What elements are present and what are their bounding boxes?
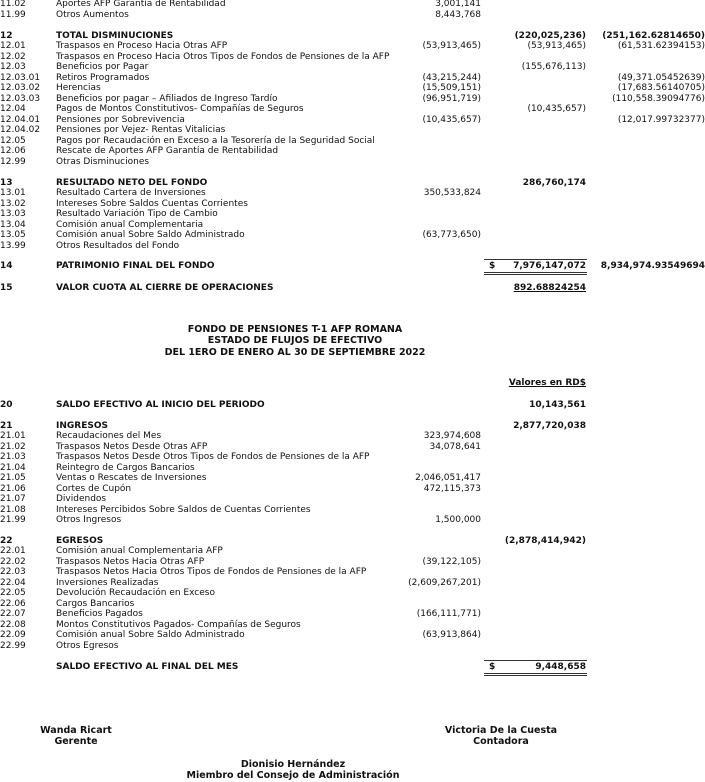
- signer-name: Dionisio Hernández: [240, 759, 346, 770]
- row-code: 12.04: [0, 104, 26, 114]
- row-description: Aportes AFP Garantía de Rentabilidad: [56, 0, 226, 9]
- signature-right: [430, 725, 572, 747]
- values-currency-label: Valores en RD$: [508, 378, 586, 388]
- table-row: [0, 599, 705, 610]
- row-code: 12.03.02: [0, 83, 41, 93]
- row-code: 11.02: [0, 0, 26, 9]
- table-row: [0, 220, 705, 231]
- row-code: 13.99: [0, 240, 26, 251]
- row-description: SALDO EFECTIVO AL FINAL DEL MES: [56, 662, 239, 672]
- row-code: 22.09: [0, 630, 26, 640]
- row-amount-total: (2,878,414,942): [504, 536, 586, 546]
- row-description: INGRESOS: [56, 421, 108, 431]
- egresos-header-row: [0, 536, 705, 547]
- table-row: [0, 557, 705, 568]
- row-description: Beneficios por pagar – Afiliados de Ingreso Tardío: [56, 93, 278, 104]
- row-amount-total: 9,448,658: [535, 662, 586, 672]
- row-amount-detail: 34,078,641: [429, 441, 481, 452]
- table-row: [0, 178, 705, 189]
- row-description: Reintegro de Cargos Bancarios: [56, 462, 195, 473]
- saldo-inicio-row: [0, 400, 705, 411]
- table-row: [0, 442, 705, 453]
- row-code: 12.05: [0, 135, 26, 146]
- total-double-rule-1: [484, 272, 587, 273]
- row-description: Otros Resultados del Fondo: [56, 240, 180, 251]
- table-row: [0, 230, 705, 241]
- table-row: [0, 209, 705, 220]
- table-row: [0, 630, 705, 641]
- row-description: Pensiones por Sobrevivencia: [56, 114, 185, 125]
- row-amount-cuotas: (17,683.56140705): [617, 83, 705, 93]
- table-row: [0, 31, 705, 42]
- row-code: 22.99: [0, 640, 26, 651]
- row-description: Intereses Sobre Saldos Cuentas Corrientes: [56, 198, 248, 209]
- currency-symbol: $: [489, 261, 496, 271]
- row-code: 22: [0, 536, 13, 546]
- valor-cuota-row: [0, 283, 705, 294]
- row-amount-detail: 2,046,051,417: [415, 473, 481, 483]
- row-description: Recaudaciones del Mes: [56, 431, 162, 441]
- row-description: Cortes de Cupón: [56, 483, 132, 494]
- row-amount-detail: (63,773,650): [422, 230, 481, 240]
- table-row: [0, 505, 705, 516]
- table-row: [0, 473, 705, 484]
- table-row: [0, 515, 705, 526]
- table-row: [0, 567, 705, 578]
- ingresos-header-row: [0, 421, 705, 432]
- row-code: 13.02: [0, 198, 26, 209]
- table-row: [0, 578, 705, 589]
- row-code: 12.01: [0, 41, 26, 51]
- saldo-final-row: [0, 662, 705, 673]
- statement-title: ESTADO DE FLUJOS DE EFECTIVO: [207, 335, 383, 346]
- signature-left: [20, 725, 132, 747]
- row-code: 12.03.01: [0, 72, 41, 83]
- signer-title: Miembro del Consejo de Administración: [186, 770, 400, 781]
- table-row: [0, 20, 705, 31]
- row-description: Pagos por Recaudación en Exceso a la Tesorería de la Seguridad Social: [56, 135, 375, 146]
- row-description: Traspasos en Proceso Hacia Otros Tipos de Fondos de Pensiones de la AFP: [56, 51, 390, 62]
- table-row: [0, 41, 705, 52]
- row-description: Beneficios por Pagar: [56, 62, 149, 72]
- patrimonio-row: [0, 261, 705, 272]
- table-row: [0, 104, 705, 115]
- table-row: [0, 125, 705, 136]
- row-amount-detail: 472,115,373: [423, 483, 481, 494]
- row-description: Ventas o Rescates de Inversiones: [56, 473, 207, 483]
- row-amount-detail: (43,215,244): [422, 72, 481, 83]
- row-code: 12: [0, 30, 13, 41]
- row-description: Traspasos en Proceso Hacia Otras AFP: [56, 41, 228, 51]
- final-top-rule: [484, 660, 587, 661]
- row-description: Rescate de Aportes AFP Garantía de Rentabilidad: [56, 146, 279, 156]
- total-top-rule: [484, 259, 587, 260]
- row-description: Traspasos Netos Desde Otras AFP: [56, 441, 208, 452]
- table-row: [0, 73, 705, 84]
- row-amount-detail: (166,111,771): [416, 609, 481, 619]
- currency-symbol: $: [489, 662, 496, 672]
- row-description: Cargos Bancarios: [56, 598, 135, 609]
- row-code: 22.05: [0, 588, 26, 598]
- row-amount-total: (10,435,657): [527, 104, 586, 114]
- table-row: [0, 641, 705, 652]
- row-amount-cuotas: (251,162.62814650): [602, 30, 705, 41]
- statement-fund-name: FONDO DE PENSIONES T-1 AFP ROMANA: [187, 324, 403, 335]
- row-code: 21.05: [0, 473, 26, 483]
- row-description: Traspasos Netos Desde Otros Tipos de Fondos de Pensiones de la AFP: [56, 452, 370, 462]
- signer-name: Victoria De la Cuesta: [444, 725, 558, 736]
- row-description: EGRESOS: [56, 536, 104, 546]
- table-row: [0, 10, 705, 21]
- row-code: 22.06: [0, 598, 26, 609]
- table-row: [0, 494, 705, 505]
- row-description: Resultado Variación Tipo de Cambio: [56, 209, 218, 219]
- row-description: Comisión anual Sobre Saldo Administrado: [56, 630, 245, 640]
- row-description: Traspasos Netos Hacia Otras AFP: [56, 556, 205, 567]
- row-code: 22.04: [0, 577, 26, 588]
- row-amount-detail: 350,533,824: [423, 188, 481, 198]
- table-row: [0, 588, 705, 599]
- row-amount-cuotas: (49,371.05452639): [617, 72, 705, 83]
- row-description: Inversiones Realizadas: [56, 577, 159, 588]
- table-row: [0, 115, 705, 126]
- table-row: [0, 146, 705, 157]
- row-code: 13.01: [0, 188, 26, 198]
- currency-label-row: [0, 378, 705, 389]
- table-row: [0, 94, 705, 105]
- row-description: PATRIMONIO FINAL DEL FONDO: [56, 261, 215, 271]
- row-code: 11.99: [0, 9, 26, 20]
- row-code: 21.99: [0, 515, 26, 525]
- row-amount-detail: 8,443,768: [435, 9, 481, 20]
- row-amount-total: 286,760,174: [522, 177, 586, 188]
- row-code: 12.03.03: [0, 93, 41, 104]
- table-row: [0, 188, 705, 199]
- row-amount-total: 7,976,147,072: [513, 261, 586, 271]
- row-description: Pensiones por Vejez- Rentas Vitalicias: [56, 125, 226, 135]
- signer-name: Wanda Ricart: [40, 725, 112, 736]
- row-description: Traspasos Netos Hacia Otros Tipos de Fondos de Pensiones de la AFP: [56, 567, 367, 577]
- row-code: 21.08: [0, 504, 26, 515]
- row-description: Otras Disminuciones: [56, 156, 150, 167]
- signer-title: Gerente: [54, 736, 98, 747]
- row-amount-detail: (10,435,657): [422, 114, 481, 125]
- table-row: [0, 620, 705, 631]
- row-description: RESULTADO NETO DEL FONDO: [56, 177, 208, 188]
- table-row: [0, 241, 705, 252]
- row-code: 20: [0, 400, 13, 410]
- row-code: 13: [0, 177, 13, 188]
- row-amount-total: 2,877,720,038: [513, 421, 586, 431]
- row-amount-total: 892.68824254: [513, 283, 586, 293]
- table-row: [0, 463, 705, 474]
- row-description: TOTAL DISMINUCIONES: [56, 30, 174, 41]
- row-code: 21: [0, 421, 13, 431]
- final-double-rule-1: [484, 673, 587, 674]
- row-amount-detail: (96,951,719): [422, 93, 481, 104]
- row-description: Intereses Percibidos Sobre Saldos de Cuentas Corrientes: [56, 504, 311, 515]
- row-code: 12.99: [0, 156, 26, 167]
- row-description: Otros Ingresos: [56, 515, 122, 525]
- row-description: Dividendos: [56, 494, 107, 504]
- table-row: [0, 546, 705, 557]
- row-amount-detail: (15,509,151): [422, 83, 481, 93]
- row-code: 22.02: [0, 556, 26, 567]
- row-code: 12.04.01: [0, 114, 41, 125]
- row-amount-total: 10,143,561: [529, 400, 586, 410]
- row-description: Devolución Recaudación en Exceso: [56, 588, 215, 598]
- signature-center: [143, 759, 443, 781]
- table-row: [0, 484, 705, 495]
- row-code: 22.03: [0, 567, 26, 577]
- table-row: [0, 167, 705, 178]
- row-description: Comisión anual Sobre Saldo Administrado: [56, 230, 245, 240]
- row-code: 21.04: [0, 462, 26, 473]
- row-amount-detail: (2,609,267,201): [408, 577, 481, 588]
- row-description: Pagos de Montos Constitutivos- Compañías de Seguros: [56, 104, 304, 114]
- row-description: Resultado Cartera de Inversiones: [56, 188, 206, 198]
- row-amount-detail: (53,913,465): [422, 41, 481, 51]
- row-code: 13.04: [0, 219, 26, 230]
- row-code: 22.01: [0, 546, 26, 556]
- table-row: [0, 83, 705, 94]
- row-description: VALOR CUOTA AL CIERRE DE OPERACIONES: [56, 283, 274, 293]
- row-code: 13.05: [0, 230, 26, 240]
- row-amount-cuotas: (110,558.39094776): [612, 93, 705, 104]
- row-description: Comisión anual Complementaria AFP: [56, 546, 223, 556]
- signer-title: Contadora: [473, 736, 529, 747]
- row-code: 22.08: [0, 619, 26, 630]
- row-code: 13.03: [0, 209, 26, 219]
- row-code: 21.07: [0, 494, 26, 504]
- total-double-rule-2: [484, 274, 587, 275]
- table-row: [0, 136, 705, 147]
- row-amount-detail: 323,974,608: [423, 431, 481, 441]
- row-description: Retiros Programados: [56, 72, 150, 83]
- table-row: [0, 609, 705, 620]
- row-amount-total: (53,913,465): [527, 41, 586, 51]
- row-description: Herencias: [56, 83, 101, 93]
- row-code: 21.03: [0, 452, 26, 462]
- row-code: 12.06: [0, 146, 26, 156]
- row-description: Montos Constitutivos Pagados- Compañías de Seguros: [56, 619, 301, 630]
- table-row: [0, 431, 705, 442]
- row-amount-detail: (39,122,105): [422, 556, 481, 567]
- table-row: [0, 52, 705, 63]
- row-amount-detail: 1,500,000: [435, 515, 481, 525]
- row-amount-detail: 3,001,141: [435, 0, 481, 9]
- row-code: 21.02: [0, 441, 26, 452]
- row-amount-cuotas: (12,017.99732377): [617, 114, 705, 125]
- final-double-rule-2: [484, 675, 587, 676]
- row-description: SALDO EFECTIVO AL INICIO DEL PERIODO: [56, 400, 265, 410]
- table-row: [0, 199, 705, 210]
- row-code: 15: [0, 283, 13, 293]
- row-description: Otros Aumentos: [56, 9, 129, 20]
- row-amount-total: (220,025,236): [514, 30, 586, 41]
- row-description: Beneficios Pagados: [56, 609, 143, 619]
- row-code: 12.04.02: [0, 125, 41, 135]
- row-amount-detail: (63,913,864): [422, 630, 481, 640]
- row-description: Otros Egresos: [56, 640, 119, 651]
- row-code: 21.01: [0, 431, 26, 441]
- table-row: [0, 62, 705, 73]
- row-code: 22.07: [0, 609, 26, 619]
- table-row: [0, 452, 705, 463]
- row-code: 12.02: [0, 51, 26, 62]
- row-code: 21.06: [0, 483, 26, 494]
- row-description: Comisión anual Complementaria: [56, 219, 204, 230]
- table-row: [0, 0, 705, 10]
- statement-period: DEL 1ERO DE ENERO AL 30 DE SEPTIEMBRE 2022: [164, 347, 426, 358]
- row-amount-total: (155,676,113): [521, 62, 586, 72]
- row-amount-cuotas: (61,531.62394153): [617, 41, 705, 51]
- table-row: [0, 157, 705, 168]
- row-code: 14: [0, 261, 13, 271]
- row-amount-cuotas: 8,934,974.93549694: [600, 261, 705, 271]
- row-code: 12.03: [0, 62, 26, 72]
